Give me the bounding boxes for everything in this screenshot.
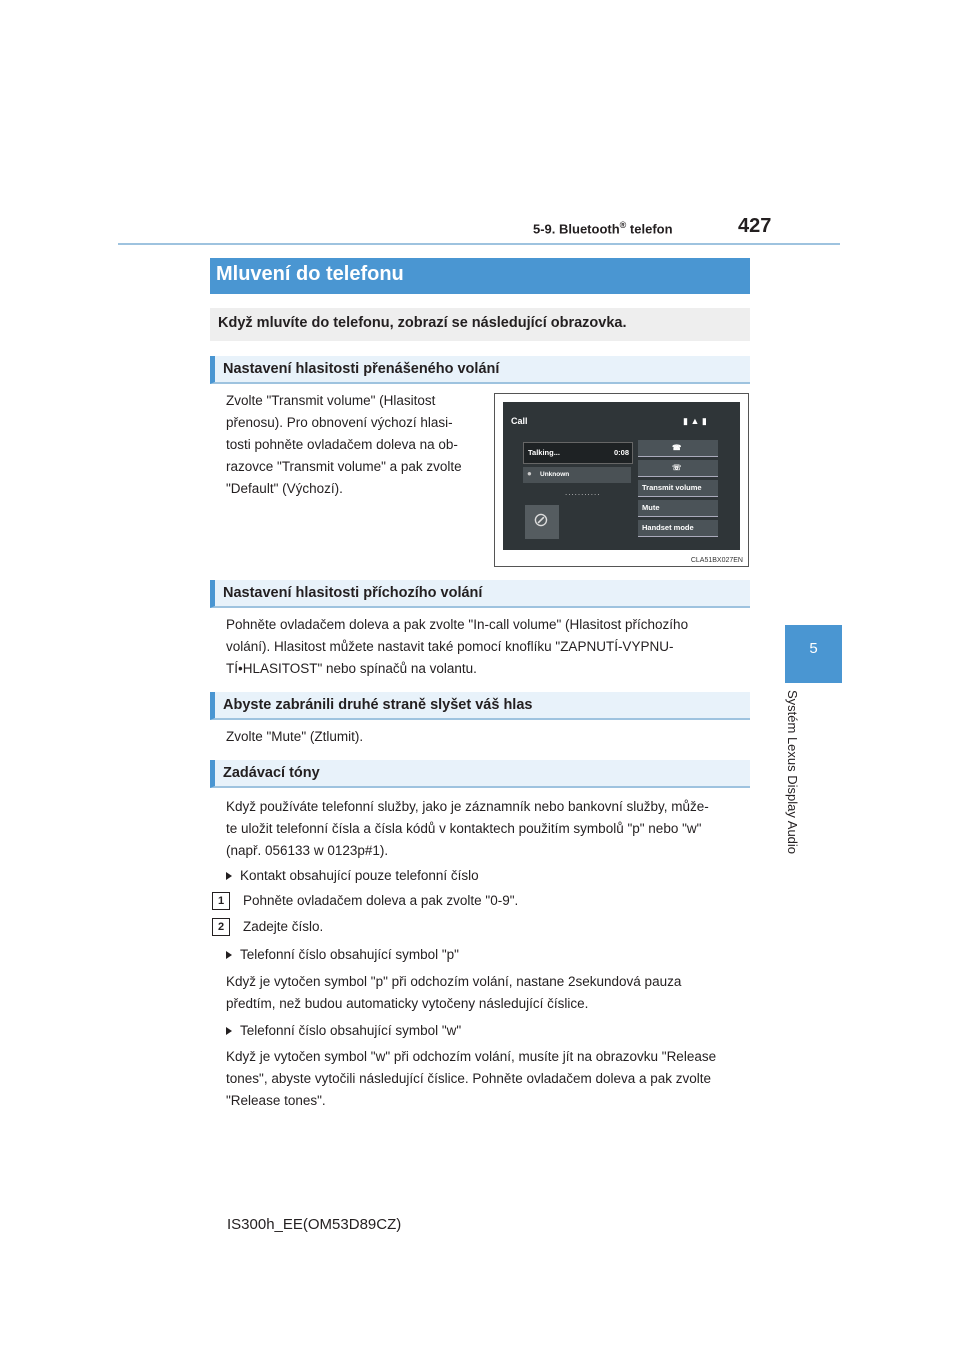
subheading-mute: Abyste zabránili druhé straně slyšet váš hlas — [210, 692, 750, 720]
page-number: 427 — [738, 215, 772, 237]
handset-mode-button[interactable]: Handset mode — [638, 520, 718, 537]
step-2-badge: 2 — [212, 918, 230, 936]
subheading-transmit: Nastavení hlasitosti přenášeného volání — [210, 356, 750, 384]
bullet-arrow-icon — [226, 872, 232, 880]
hangup-button[interactable] — [638, 440, 718, 457]
mute-text: Zvolte "Mute" (Ztlumit). — [226, 729, 364, 744]
transmit-text: Zvolte "Transmit volume" (Hlasitost přenosu). Pro obnovení výchozí hlasi- tosti pohněte ovladačem doleva na ob- razovce "Transmit volume" a pak zvolte "Default" (Výchozí). — [226, 393, 462, 496]
header-rule — [118, 243, 840, 245]
bullet-contact-number: Kontakt obsahující pouze telefonní číslo — [226, 865, 479, 887]
bullet-w-symbol: Telefonní číslo obsahující symbol "w" — [226, 1020, 461, 1042]
hangup-icon: ☎ — [672, 443, 682, 452]
call-screen-image — [494, 393, 749, 567]
phone-button[interactable] — [638, 460, 718, 477]
bullet-p-symbol: Telefonní číslo obsahující symbol "p" — [226, 944, 459, 966]
step-1-text: Pohněte ovladačem doleva a pak zvolte "0-9". — [243, 893, 519, 908]
screen-title: Call — [511, 416, 528, 426]
bullet-arrow-icon — [226, 951, 232, 959]
chapter-number: 5 — [809, 640, 818, 657]
document-code: IS300h_EE(OM53D89CZ) — [227, 1216, 402, 1233]
step-1-badge: 1 — [212, 892, 230, 910]
status-icons: ▮ ▲ ▮ — [683, 416, 707, 426]
section-intro: Když mluvíte do telefonu, zobrazí se následující obrazovka. — [210, 308, 750, 341]
caller-number: ........... — [565, 488, 601, 497]
block-icon: ⊘ — [525, 505, 559, 539]
incall-text: Pohněte ovladačem doleva a pak zvolte "In-call volume" (Hlasitost příchozího volání). Hlasitost můžete nastavit také pomocí knoflíku "ZAPNUTÍ-VYPNU- TÍ•HLASITOST" nebo spínačů na volantu. — [226, 617, 689, 676]
call-screen — [503, 402, 740, 550]
section-heading: Mluvení do telefonu — [210, 258, 750, 294]
subheading-tones: Zadávací tóny — [210, 760, 750, 788]
w-symbol-text: Když je vytočen symbol "w" při odchozím volání, musíte jít na obrazovku "Release tones", abyste vytočili následující číslice. Pohněte ovladačem doleva a pak zvolte "Release tones". — [226, 1049, 717, 1108]
mute-button[interactable]: Mute — [638, 500, 718, 517]
tones-text: Když používáte telefonní služby, jako je záznamník nebo bankovní služby, může- te uložit telefonní čísla a čísla kódů v kontaktech použitím symbolů "p" nebo "w" (např. 056133 w 0123p#1). — [226, 799, 709, 858]
chapter-label: Systém Lexus Display Audio — [785, 690, 800, 855]
bullet-arrow-icon — [226, 1027, 232, 1035]
section-title: 5-9. Bluetooth® telefon — [533, 220, 673, 237]
p-symbol-text: Když je vytočen symbol "p" při odchozím volání, nastane 2sekundová pauza předtím, než budou automaticky vytočeny následující číslice. — [226, 974, 682, 1011]
caller-row: ● Unknown — [523, 467, 631, 483]
image-code: CLA51BX027EN — [690, 557, 743, 564]
transmit-volume-button[interactable]: Transmit volume — [638, 480, 718, 497]
talking-bar: Talking... 0:08 — [523, 442, 633, 464]
step-2-text: Zadejte číslo. — [243, 919, 324, 934]
subheading-incall: Nastavení hlasitosti příchozího volání — [210, 580, 750, 608]
person-icon: ● — [527, 469, 532, 478]
phone-icon: ☏ — [672, 463, 682, 472]
